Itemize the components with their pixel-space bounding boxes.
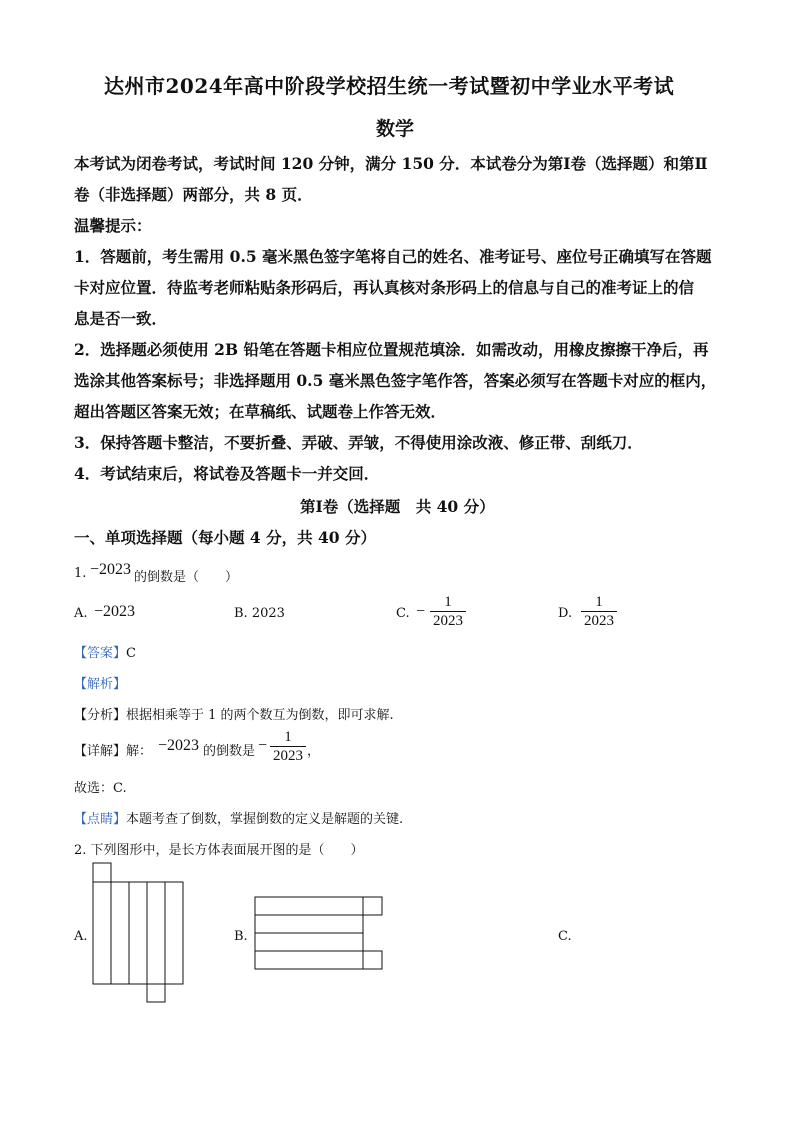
q1-option-c-label: C. [396,606,410,621]
answer-tag: 【答案】 [74,646,127,661]
net-face [147,882,165,984]
q1-option-a-label: A. [74,606,88,621]
q2-option-a-net-figure [90,862,190,1004]
q1-detail-sign: − [258,737,268,754]
net-face [255,951,363,969]
net-face [363,951,382,969]
tip-line: 卡对应位置．待监考老师粘贴条形码后，再认真核对条形码上的信息与自己的准考证上的信 [74,278,695,297]
tip-line: 息是否一致． [74,309,168,328]
intro-line-1: 本考试为闭卷考试，考试时间 120 分钟，满分 150 分．本试卷分为第Ⅰ卷（选择题）和第Ⅱ [74,154,708,173]
q1-answer [74,642,136,661]
q1-stem: 的倒数是（ ） [134,570,239,585]
fraction-denominator: 2023 [584,613,614,629]
q1-option-c-fraction [430,594,466,629]
q1-expression: −2023 [90,561,132,578]
q1-analysis: 【分析】根据相乘等于 1 的两个数互为倒数，即可求解. [74,708,394,723]
q1-option-b: B. 2023 [234,606,285,621]
q2-option-c-label: C. [558,929,572,944]
answer-value: C [126,646,136,661]
net-face [147,984,165,1002]
fraction-bar [581,611,617,612]
fraction-denominator: 2023 [433,613,463,629]
tip-line: 2．选择题必须使用 2B 铅笔在答题卡相应位置规范填涂．如需改动，用橡皮擦擦干净后，再 [74,340,709,359]
net-face [255,915,363,933]
q1-option-c-sign: − [416,603,426,620]
fraction-denominator: 2023 [273,748,303,764]
net-face [363,897,382,915]
q1-number: 1. [74,566,87,581]
part1-heading: 第Ⅰ卷（选择题 共 40 分） [300,497,495,516]
tips-heading: 温馨提示： [74,216,152,235]
tip-line: 4．考试结束后，将试卷及答题卡一并交回． [74,464,380,483]
q1-detail-prefix: 【详解】解： [74,744,153,759]
fraction-numerator: 1 [595,594,603,610]
q1-analysis-heading: 【解析】 [74,677,127,692]
fraction-numerator: 1 [444,594,452,610]
net-face [111,882,129,984]
comment-text: 本题考查了倒数，掌握倒数的定义是解题的关键. [126,812,404,827]
fraction-numerator: 1 [284,729,292,745]
fraction-bar [270,746,306,747]
q1-detail-fraction [270,729,306,764]
q2-option-b-net-figure [254,896,386,972]
q1-option-d-label: D. [558,606,573,621]
net-face [165,882,183,984]
net-face [93,863,111,882]
q1-choose: 故选：C. [74,781,127,796]
intro-line-2: 卷（非选择题）两部分，共 8 页． [74,185,313,204]
q1-option-d-fraction [581,594,617,629]
q1-detail-end: ， [307,744,321,759]
subject-title: 数学 [376,118,415,140]
q2-stem: 2. 下列图形中，是长方体表面展开图的是（ ） [74,843,364,858]
net-face [255,897,363,915]
tip-line: 选涂其他答案标号；非选择题用 0.5 毫米黑色签字笔作答，答案必须写在答题卡对应的框内， [74,371,717,390]
section1-heading: 一、单项选择题（每小题 4 分，共 40 分） [74,528,376,547]
fraction-bar [430,611,466,612]
q1-comment [74,808,403,827]
q1-detail-expr: −2023 [158,737,200,754]
exam-title: 达州市2024年高中阶段学校招生统一考试暨初中学业水平考试 [104,74,675,98]
q2-option-a-label: A. [74,929,88,944]
net-face [255,933,363,951]
net-face [93,882,111,984]
q1-option-a-value: −2023 [94,603,136,620]
q1-detail-mid: 的倒数是 [203,744,256,759]
tip-line: 1．答题前，考生需用 0.5 毫米黑色签字笔将自己的姓名、准考证号、座位号正确填写在答题 [74,247,712,266]
tip-line: 超出答题区答案无效；在草稿纸、试题卷上作答无效． [74,402,447,421]
q2-option-b-label: B. [234,929,248,944]
net-face [129,882,147,984]
comment-tag: 【点睛】 [74,812,127,827]
tip-line: 3．保持答题卡整洁，不要折叠、弄破、弄皱，不得使用涂改液、修正带、刮纸刀． [74,433,643,452]
